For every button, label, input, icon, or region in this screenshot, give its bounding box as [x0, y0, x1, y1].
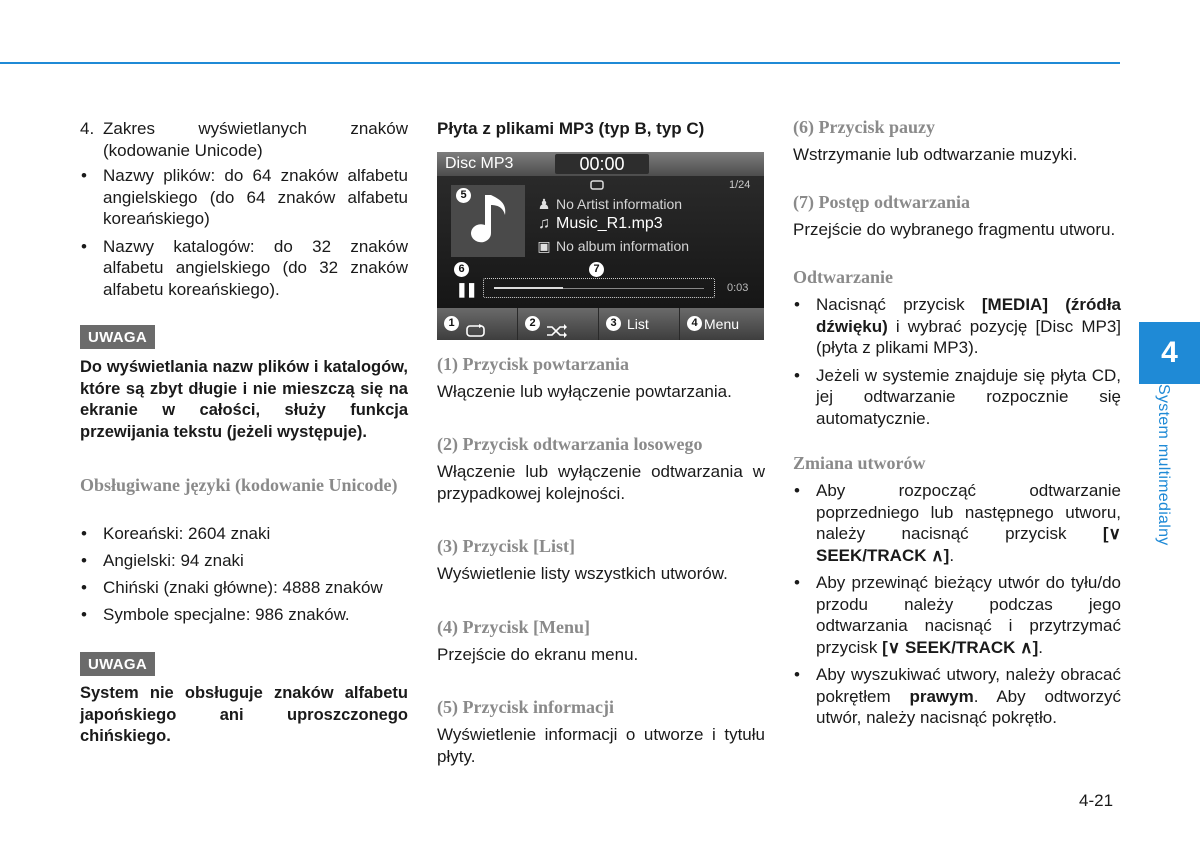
screen-clock: 00:00: [555, 154, 649, 174]
elapsed-time: 0:03: [727, 282, 749, 294]
bullet-list-playback: [793, 294, 1121, 429]
section-title: (3) Przycisk [List]: [437, 536, 575, 556]
list-item: 4. Zakres wyświetlanych znaków (kodowanie Unicode): [80, 119, 408, 160]
person-icon: ♟: [537, 196, 551, 212]
section-text: Włączenie lub wyłączenie powtarzania.: [437, 382, 732, 401]
section-text: Przejście do wybranego fragmentu utworu.: [793, 220, 1116, 239]
list-item: • Angielski: 94 znaki: [80, 550, 408, 572]
section-title: (1) Przycisk powtarzania: [437, 354, 629, 374]
section-heading-mp3: Płyta z plikami MP3 (typ B, typ C): [437, 119, 705, 138]
album-info: ▣ No album information: [537, 238, 690, 254]
note-label-1: UWAGA: [80, 325, 155, 349]
callout-6: 6: [454, 262, 469, 277]
list-item: • Jeżeli w systemie znajduje się płyta CD, jej odtwarzanie rozpocznie się automatycznie.: [793, 365, 1121, 430]
list-item: • Aby wyszukiwać utwory, należy obracać pokrętłem prawym. Aby odtworzyć utwór, należy nacisnąć pokrętło.: [793, 664, 1121, 729]
section-text: Wyświetlenie informacji o utworze i tytułu płyty.: [437, 725, 765, 766]
screen-header: [437, 152, 764, 176]
artist-info: ♟ No Artist information: [537, 196, 683, 212]
track-counter: 1/24: [729, 179, 751, 191]
list-item: • Koreański: 2604 znaki: [80, 523, 408, 545]
note-text-1: Do wyświetlania nazw plików i katalogów, które są zbyt długie i nie mieszczą się na ekranie w całości, służy funkcja przewijania tekstu (jeżeli występuje).: [80, 358, 408, 441]
list-item: • Symbole specjalne: 986 znaków.: [80, 604, 408, 626]
top-rule: [0, 62, 1120, 64]
mp3-screen-illustration: [437, 152, 764, 340]
repeat-icon: [465, 317, 487, 340]
screen-button-bar: [437, 308, 764, 340]
section-title: (2) Przycisk odtwarzania losowego: [437, 434, 703, 454]
section-text: Przejście do ekranu menu.: [437, 645, 639, 664]
list-item: • Aby przewinąć bieżący utwór do tyłu/do przodu należy podczas jego odtwarzania nacisnąć i przytrzymać przycisk [∨ SEEK/TRACK ∧].: [793, 572, 1121, 658]
track-info: ♫ Music_R1.mp3: [538, 215, 663, 232]
note-label-2: UWAGA: [80, 652, 155, 676]
pause-icon[interactable]: ❚❚: [456, 281, 476, 297]
section-text: Wyświetlenie listy wszystkich utworów.: [437, 564, 728, 583]
list-button[interactable]: 3 List: [599, 308, 680, 340]
bullet-list-names: [80, 165, 408, 300]
section-heading-languages: Obsługiwane języki (kodowanie Unicode): [80, 475, 398, 495]
page-number: 4-21: [1079, 791, 1114, 810]
repeat-status-icon: [589, 178, 605, 196]
numbered-list: [80, 118, 408, 161]
menu-button[interactable]: 4 Menu: [680, 308, 764, 340]
music-note-icon: ♫: [538, 215, 550, 232]
progress-bar[interactable]: [483, 278, 715, 298]
section-title-progress: (7) Postęp odtwarzania: [793, 192, 970, 212]
list-item: • Aby rozpocząć odtwarzanie poprzedniego lub następnego utworu, należy nacisnąć przycisk [∨ SEEK/TRACK ∧].: [793, 480, 1121, 566]
screen-title: Disc MP3: [445, 155, 514, 172]
album-icon: ▣: [537, 238, 551, 254]
shuffle-button[interactable]: 2: [518, 308, 599, 340]
section-title-pause: (6) Przycisk pauzy: [793, 117, 935, 137]
section-title-change-track: Zmiana utworów: [793, 453, 926, 473]
section-text: Wstrzymanie lub odtwarzanie muzyki.: [793, 145, 1078, 164]
list-item: • Chiński (znaki główne): 4888 znaków: [80, 577, 408, 599]
bullet-list-change-track: [793, 480, 1121, 729]
bullet-list-languages: [80, 523, 408, 626]
chapter-tab: 4: [1139, 322, 1200, 384]
list-item: • Nazwy katalogów: do 32 znaków alfabetu angielskiego (do 32 znaków alfabetu koreańskiego).: [80, 236, 408, 301]
chapter-title: System multimedialny: [1155, 384, 1172, 546]
progress-fill: [494, 287, 563, 289]
section-title: (4) Przycisk [Menu]: [437, 617, 590, 637]
section-text: Włączenie lub wyłączenie odtwarzania w przypadkowej kolejności.: [437, 462, 765, 503]
note-text-2: System nie obsługuje znaków alfabetu japońskiego ani uproszczonego chińskiego.: [80, 684, 408, 745]
shuffle-icon: [546, 317, 568, 340]
list-item: • Nazwy plików: do 64 znaków alfabetu angielskiego (do 64 znaków alfabetu koreańskiego): [80, 165, 408, 230]
callout-7: 7: [589, 262, 604, 277]
list-item: • Nacisnąć przycisk [MEDIA] (źródła dźwięku) i wybrać pozycję [Disc MP3] (płyta z plikami MP3).: [793, 294, 1121, 359]
callout-5: 5: [456, 188, 471, 203]
section-title-playback: Odtwarzanie: [793, 267, 893, 287]
section-title: (5) Przycisk informacji: [437, 697, 614, 717]
repeat-button[interactable]: 1: [437, 308, 518, 340]
